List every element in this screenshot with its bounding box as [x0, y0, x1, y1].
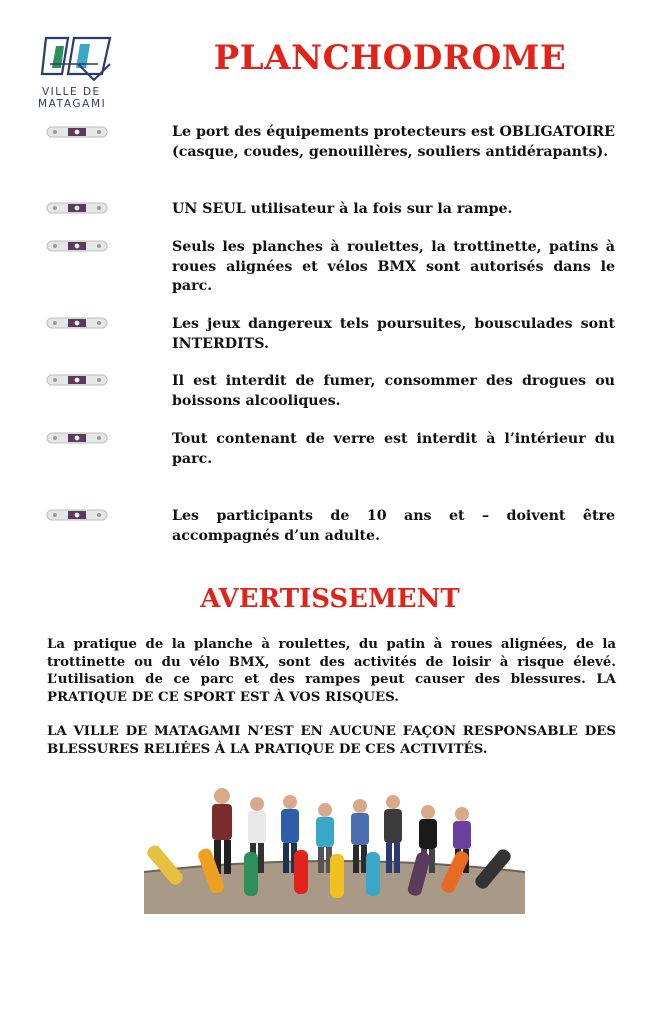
page-title: PLANCHODROME: [213, 38, 567, 78]
logo-text-ville-de: VILLE DE: [42, 86, 101, 98]
skateboard-icon: [46, 372, 108, 386]
logo-text-matagami: MATAGAMI: [38, 98, 107, 110]
skateboard-icon: [46, 124, 108, 138]
disclaimer-paragraph: LA VILLE DE MATAGAMI N’EST EN AUCUNE FAÇON RESPONSABLE DES BLESSURES RELIÉES À LA PRATIQUE DE CES ACTIVITÉS.: [47, 724, 616, 757]
warning-paragraph: La pratique de la planche à roulettes, du patin à roues alignées, de la trottinette ou du vélo BMX, sont des activités de loisir à risque élevé. L’utilisation de ce parc et des rampes peut causer des blessures. LA PRATIQUE DE CE SPORT EST À VOS RISQUES.: [47, 637, 616, 705]
rule-item: Les jeux dangereux tels poursuites, bousculades sont INTERDITS.: [172, 316, 615, 352]
rule-item: Il est interdit de fumer, consommer des drogues ou boissons alcooliques.: [172, 373, 615, 409]
rule-item: Le port des équipements protecteurs est OBLIGATOIRE (casque, coudes, genouillères, souliers antidérapants).: [172, 124, 615, 160]
matagami-logo-icon: [38, 34, 116, 84]
skateboard-icon: [46, 315, 108, 329]
skateboard-icon: [46, 430, 108, 444]
skateboard-icon: [46, 200, 108, 214]
rule-item: Tout contenant de verre est interdit à l’intérieur du parc.: [172, 431, 615, 467]
skateboard-icon: [46, 507, 108, 521]
rule-item: Les participants de 10 ans et – doivent être accompagnés d’un adulte.: [172, 508, 615, 544]
skateboard-icon: [46, 238, 108, 252]
warning-title: AVERTISSEMENT: [200, 584, 460, 614]
kids-with-skateboards-photo: [144, 780, 525, 914]
rule-item: Seuls les planches à roulettes, la trottinette, patins à roues alignées et vélos BMX sont autorisés dans le parc.: [172, 239, 615, 294]
rule-item: UN SEUL utilisateur à la fois sur la rampe.: [172, 201, 513, 217]
city-logo: [36, 34, 118, 112]
